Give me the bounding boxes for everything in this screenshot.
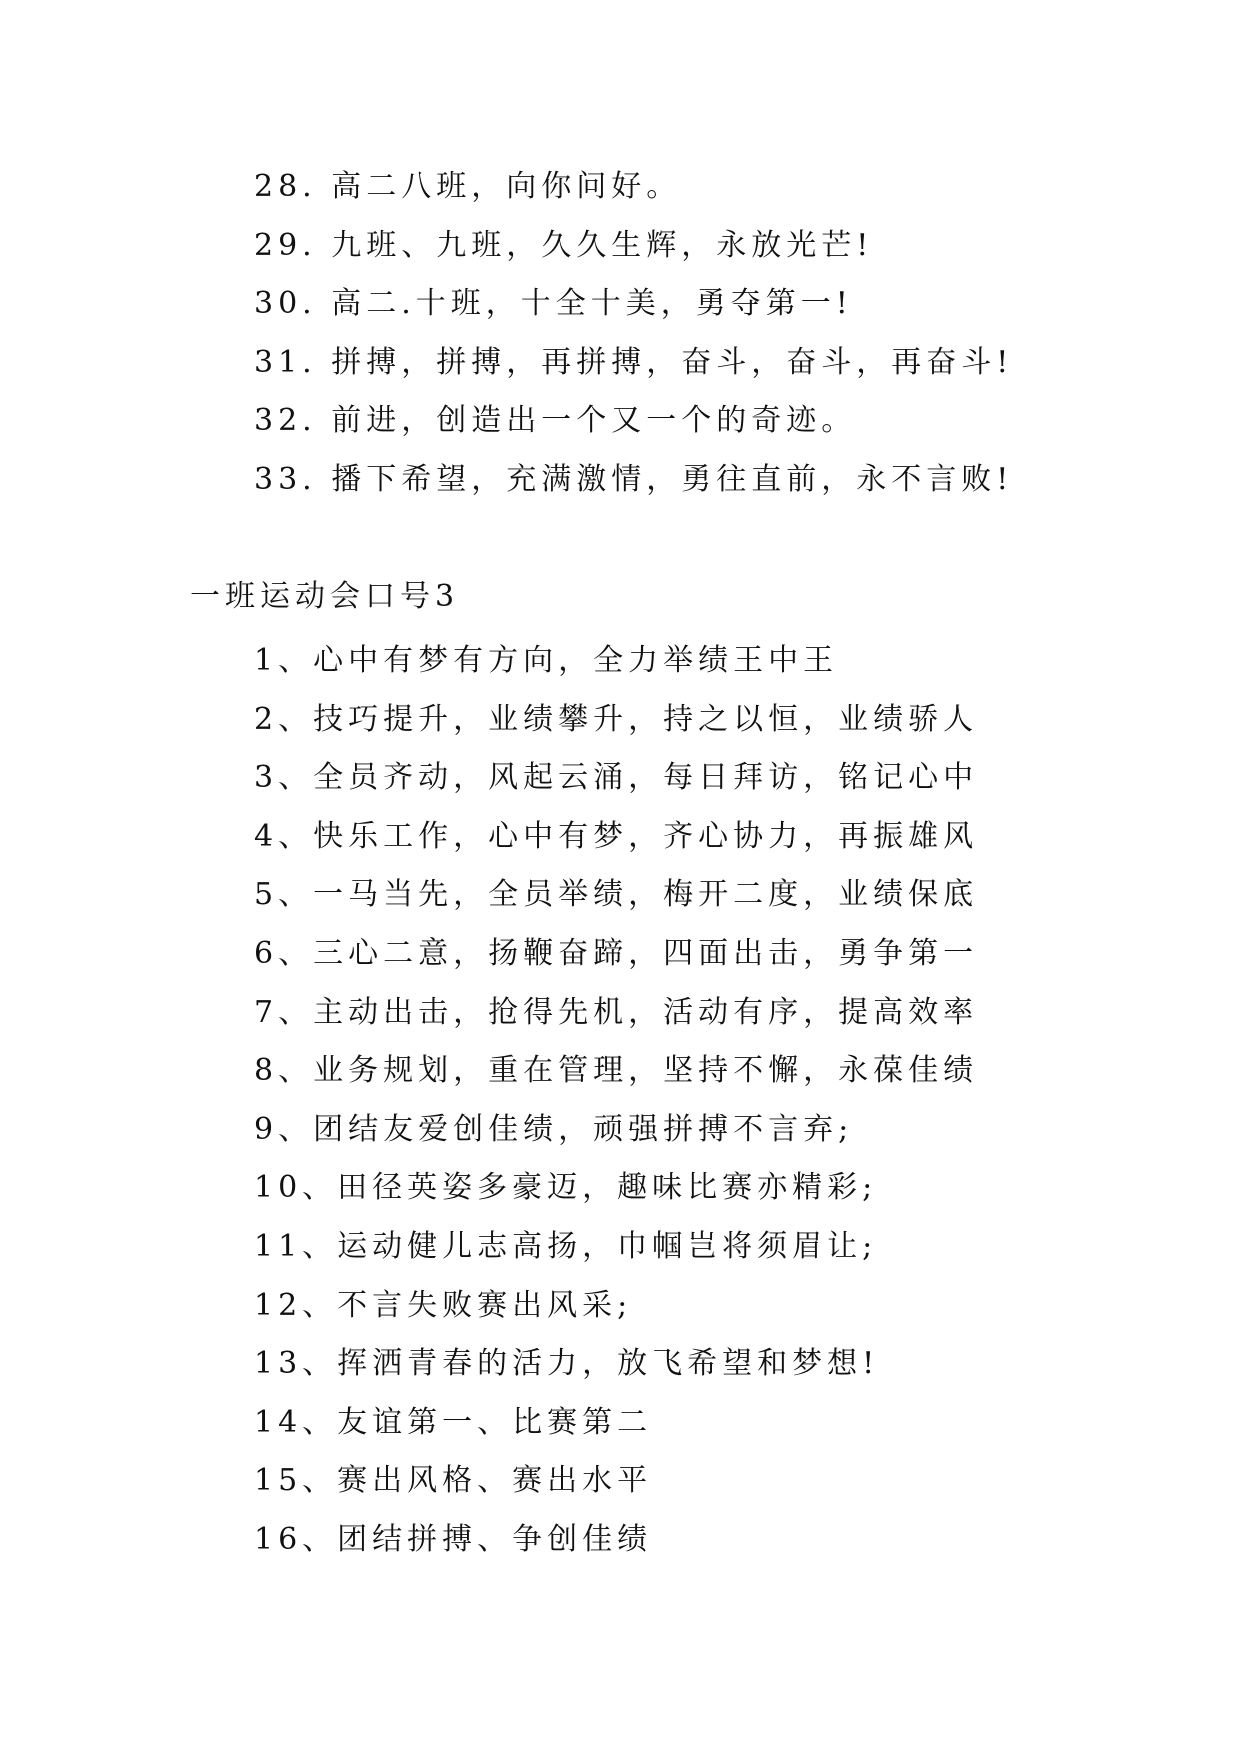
- slogan-item-10: 10、田径英姿多豪迈，趣味比赛亦精彩;: [254, 1170, 878, 1206]
- slogan-item-8: 8、业务规划，重在管理，坚持不懈，永葆佳绩: [254, 1053, 979, 1089]
- slogan-item-29: 29. 九班、九班，久久生辉，永放光芒!: [254, 227, 874, 263]
- slogan-item-30: 30. 高二.十班，十全十美，勇夺第一!: [254, 286, 853, 322]
- slogan-item-11: 11、运动健儿志高扬，巾帼岂将须眉让;: [254, 1228, 878, 1264]
- slogan-item-28: 28. 高二八班，向你问好。: [254, 169, 682, 204]
- slogan-item-2: 2、技巧提升，业绩攀升，持之以恒，业绩骄人: [254, 701, 979, 737]
- slogan-item-1: 1、心中有梦有方向，全力举绩王中王: [254, 643, 839, 678]
- slogan-item-5: 5、一马当先，全员举绩，梅开二度，业绩保底: [254, 877, 979, 913]
- slogan-item-16: 16、团结拼搏、争创佳绩: [254, 1521, 653, 1557]
- slogan-item-31: 31. 拼搏，拼搏，再拼搏，奋斗，奋斗，再奋斗!: [254, 344, 1014, 380]
- slogan-item-13: 13、挥洒青春的活力，放飞希望和梦想!: [254, 1346, 880, 1382]
- slogan-item-4: 4、快乐工作，心中有梦，齐心协力，再振雄风: [254, 818, 979, 854]
- section-heading: 一班运动会口号3: [190, 579, 460, 614]
- slogan-item-9: 9、团结友爱创佳绩，顽强拼搏不言弃;: [254, 1111, 854, 1147]
- slogan-item-12: 12、不言失败赛出风采;: [254, 1287, 633, 1323]
- slogan-item-32: 32. 前进，创造出一个又一个的奇迹。: [254, 403, 857, 439]
- slogan-item-33: 33. 播下希望，充满激情，勇往直前，永不言败!: [254, 461, 1014, 497]
- slogan-item-15: 15、赛出风格、赛出水平: [254, 1463, 653, 1499]
- slogan-item-7: 7、主动出击，抢得先机，活动有序，提高效率: [254, 994, 979, 1030]
- slogan-item-6: 6、三心二意，扬鞭奋蹄，四面出击，勇争第一: [254, 935, 979, 971]
- slogan-item-3: 3、全员齐动，风起云涌，每日拜访，铭记心中: [254, 760, 979, 796]
- slogan-item-14: 14、友谊第一、比赛第二: [254, 1404, 653, 1440]
- slogan-list-class-one: [254, 632, 978, 1570]
- slogan-list-continued: [254, 158, 1013, 510]
